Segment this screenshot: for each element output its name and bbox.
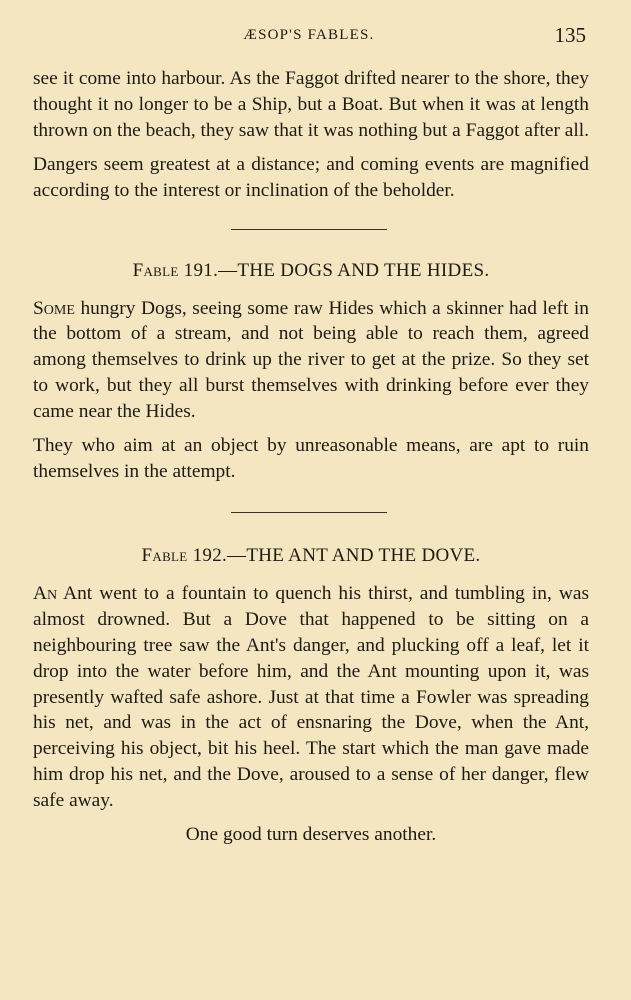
fable-192-text bbox=[33, 581, 589, 814]
fable-191-title: 191.—THE DOGS AND THE HIDES. bbox=[178, 259, 490, 281]
fable-192-body: Ant went to a fountain to quench his thirst, and tumbling in, was almost drowned. But a Dove that happened to be sitting on a neighbouring tree saw the Ant's danger, and plucking off a leaf, let it drop into the water before him, and the Ant mounting upon it, was presently wafted safe ashore. Just at that time a Fowler was spreading his net, and was in the act of ensnaring the Dove, when the Ant, perceiving his object, bit his heel. The start which the man gave made him drop his net, and the Dove, aroused to a sense of her danger, flew safe away. bbox=[33, 582, 589, 812]
fable-192-title: 192.—THE ANT AND THE DOVE. bbox=[187, 544, 481, 566]
fable-191-label: Fable bbox=[132, 259, 179, 281]
fable-192-heading bbox=[33, 545, 589, 567]
fable-192-first-word: An bbox=[33, 582, 58, 604]
running-head bbox=[30, 24, 588, 50]
page-body bbox=[33, 66, 589, 848]
fable-191-first-word: Some bbox=[33, 297, 75, 319]
fable-191-body: hungry Dogs, seeing some raw Hides which a skinner had left in the bottom of a stream, and not being able to reach them, agreed among themselves to drink up the river to get at the prize. So they set to work, but they all burst themselves with drinking before ever they came near the Hides. bbox=[33, 297, 589, 423]
fable-192-moral: One good turn deserves another. bbox=[185, 824, 437, 846]
fable-191-heading bbox=[33, 260, 589, 282]
continuation-moral: Dangers seem greatest at a distance; and coming events are magnified according to the interest or inclination of the beholder. bbox=[33, 153, 589, 201]
section-divider bbox=[231, 512, 387, 513]
page-number: 135 bbox=[554, 23, 586, 47]
section-divider bbox=[231, 229, 387, 230]
running-title: ÆSOP'S FABLES. bbox=[243, 27, 375, 43]
fable-191-moral: They who aim at an object by unreasonable means, are apt to ruin themselves in the attempt. bbox=[33, 435, 589, 482]
fable-192-label: Fable bbox=[141, 544, 188, 566]
fable-191-text bbox=[33, 296, 589, 426]
continuation-paragraph: see it come into harbour. As the Faggot drifted nearer to the shore, they thought it no longer to be a Ship, but a Boat. But when it was at length thrown on the beach, they saw that it was nothing but a Faggot after all. bbox=[33, 68, 589, 141]
